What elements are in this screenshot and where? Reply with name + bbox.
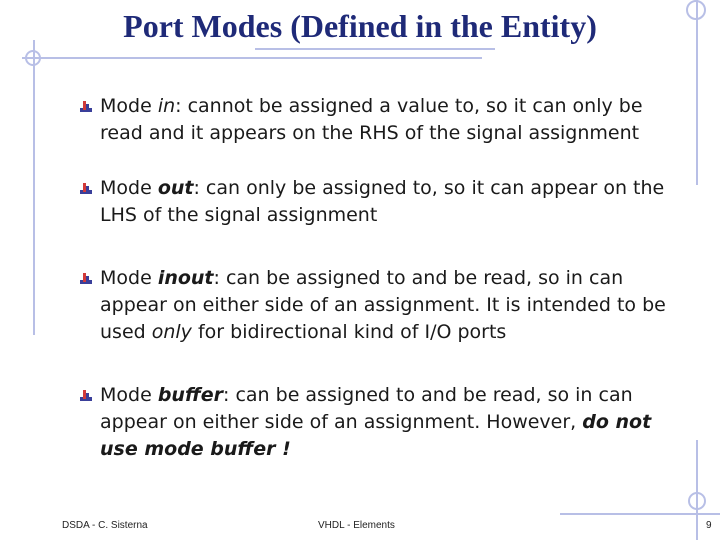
decor-left-ring [25,50,41,66]
footer-center: VHDL - Elements [318,520,395,531]
decor-bottom-right-vertical-line [696,440,698,540]
bullet-item-in [78,93,678,175]
bullet-marker-icon [78,181,94,197]
decor-bottom-right-ring [688,492,706,510]
emphasis-only: only [151,321,192,343]
decor-left-vertical-line [33,40,35,335]
bullet-text: Mode inout: can be assigned to and be read, so in can appear on either side of an assignment. It is intended to be used only for bidirectional kind of I/O ports [100,267,666,343]
bullet-item-out [78,175,678,265]
decor-title-underline [255,48,495,50]
keyword-buffer: buffer [157,384,224,406]
bullet-list [78,93,678,463]
bullet-text: Mode out: can only be assigned to, so it can appear on the LHS of the signal assignment [100,177,665,226]
keyword-in: in [157,95,176,117]
page-number: 9 [706,520,712,531]
keyword-out: out [157,177,194,199]
slide-title: Port Modes (Defined in the Entity) [123,8,597,44]
bullet-text: Mode in: cannot be assigned a value to, so it can only be read and it appears on the RHS of the signal assignment [100,95,643,144]
bullet-marker-icon [78,388,94,404]
bullet-marker-icon [78,99,94,115]
bullet-item-inout [78,265,678,382]
keyword-inout: inout [157,267,214,289]
bullet-marker-icon [78,271,94,287]
bullet-item-buffer [78,382,678,463]
bullet-text: Mode buffer: can be assigned to and be read, so in can appear on either side of an assignment. However, do not use mode buffer ! [100,384,652,460]
footer-left: DSDA - C. Sisterna [62,520,148,531]
decor-top-horizontal-line [22,57,482,59]
decor-bottom-horizontal-line [560,513,720,515]
emphasis-do-not-use: do not use mode buffer ! [100,411,652,460]
